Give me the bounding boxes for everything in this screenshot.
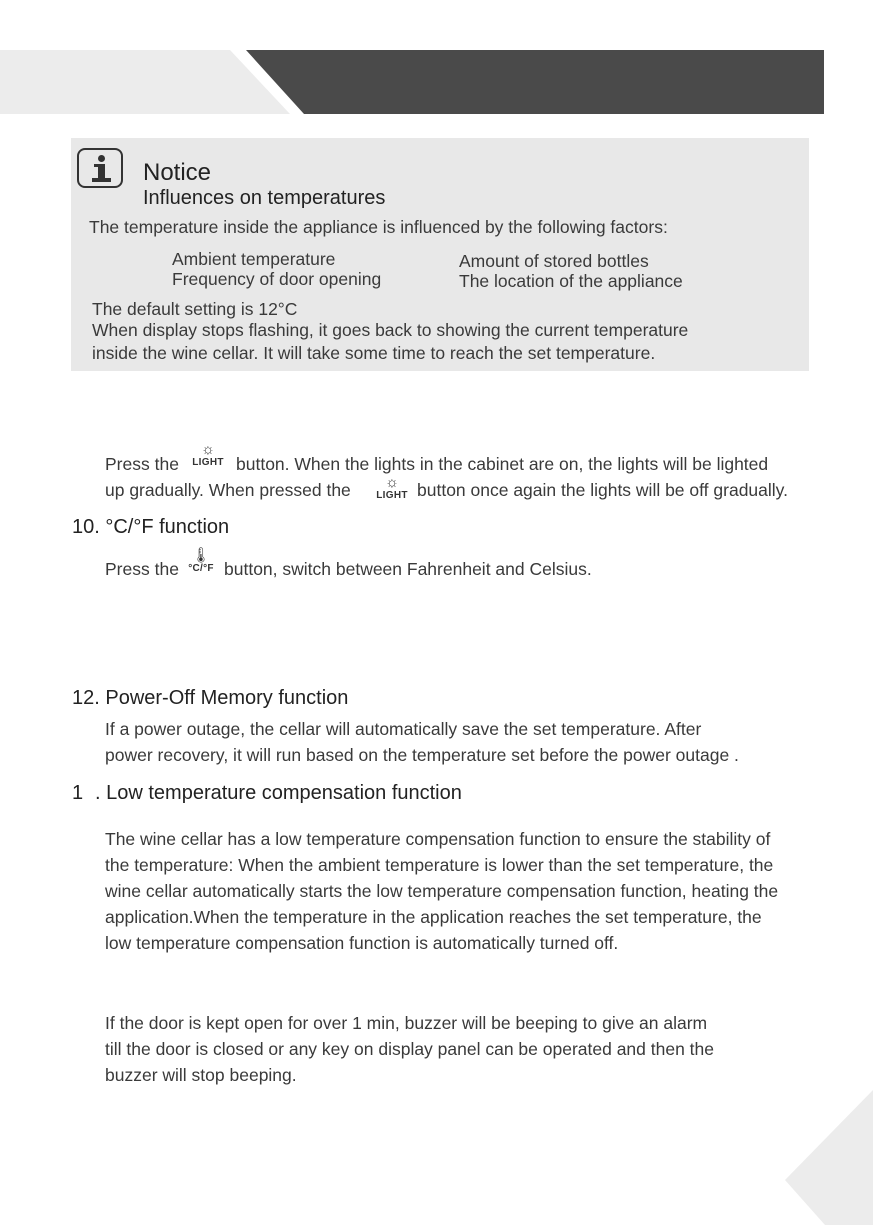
lightbulb-icon: ☼ — [385, 474, 399, 491]
info-icon — [77, 148, 123, 188]
light-line1-a: Press the — [105, 454, 179, 474]
notice-box — [71, 138, 809, 371]
light-line1-b: button. When the lights in the cabinet are on, the lights will be lighted — [236, 454, 769, 474]
lightbulb-icon: ☼ — [201, 441, 215, 458]
header-light-tab — [0, 50, 290, 114]
celsius-line-b: button, switch between Fahrenheit and Celsius. — [224, 559, 592, 579]
factor-location: The location of the appliance — [459, 271, 683, 291]
factor-door: Frequency of door opening — [172, 269, 382, 289]
memory-line1: If a power outage, the cellar will automatically save the set temperature. After — [105, 719, 702, 739]
compensation-line: the temperature: When the ambient temperature is lower than the set temperature, the — [105, 855, 774, 875]
factor-ambient: Ambient temperature — [172, 249, 336, 269]
compensation-heading: . Low temperature compensation function — [95, 782, 462, 804]
notice-title: Notice — [143, 159, 212, 186]
celsius-line-a: Press the — [105, 559, 179, 579]
compensation-heading-number: 1 — [72, 782, 84, 804]
header-dark-banner — [246, 50, 824, 114]
compensation-line: wine cellar automatically starts the low temperature compensation function, heating the — [105, 881, 779, 901]
compensation-line: The wine cellar has a low temperature compensation function to ensure the stability of — [105, 829, 771, 849]
page-corner-decoration — [785, 1090, 873, 1225]
alarm-line: If the door is kept open for over 1 min, buzzer will be beeping to give an alarm — [105, 1013, 708, 1033]
memory-heading: 12. Power-Off Memory function — [72, 687, 349, 709]
compensation-line: low temperature compensation function is automatically turned off. — [105, 933, 619, 953]
light-button-icon: ☼ LIGHT — [189, 442, 227, 468]
alarm-line: till the door is closed or any key on display panel can be operated and then the — [105, 1039, 715, 1059]
factor-bottles: Amount of stored bottles — [459, 251, 649, 271]
celsius-heading: 10. °C/°F function — [72, 516, 230, 538]
notice-subtitle: Influences on temperatures — [143, 187, 386, 209]
compensation-line: application.When the temperature in the application reaches the set temperature, the — [105, 907, 762, 927]
thermometer-icon: 🌡 — [191, 547, 211, 564]
light-line2-a: up gradually. When pressed the — [105, 480, 351, 500]
memory-line2: power recovery, it will run based on the temperature set before the power outage . — [105, 745, 739, 765]
notice-intro: The temperature inside the appliance is influenced by the following factors: — [89, 217, 668, 237]
celsius-button-icon: 🌡 °C/°F — [184, 548, 218, 574]
light-line2-b: button once again the lights will be off gradually. — [417, 480, 788, 500]
notice-flashing-line2: inside the wine cellar. It will take some time to reach the set temperature. — [92, 343, 656, 363]
light-button-icon-2: ☼ LIGHT — [372, 475, 412, 501]
alarm-line: buzzer will stop beeping. — [105, 1065, 297, 1085]
notice-default-setting: The default setting is 12°C — [92, 299, 298, 319]
notice-flashing-line1: When display stops flashing, it goes back to showing the current temperature — [92, 320, 689, 340]
